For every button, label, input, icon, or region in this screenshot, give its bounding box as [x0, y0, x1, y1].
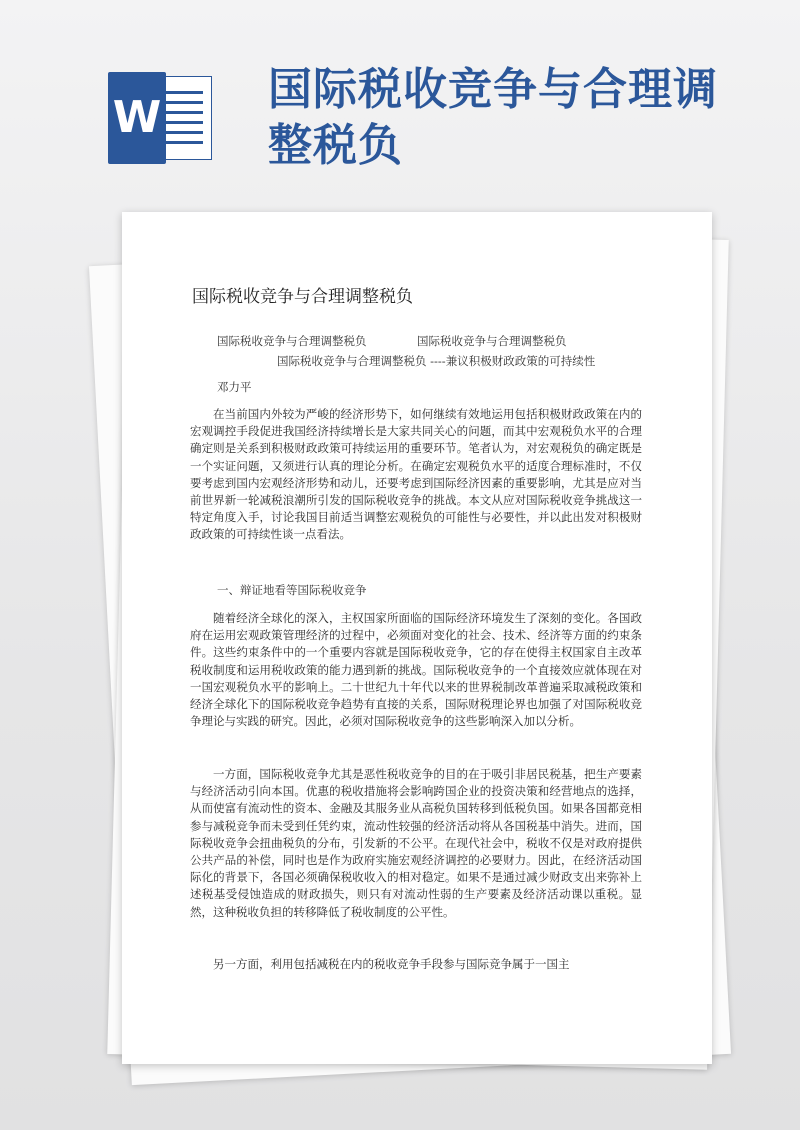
doc-line [161, 131, 203, 134]
page-title: 国际税收竞争与合理调整税负 [268, 64, 718, 171]
document-heading: 国际税收竞争与合理调整税负 [192, 287, 413, 307]
body-paragraph: 随着经济全球化的深入，主权国家所面临的国际经济环境发生了深刻的变化。各国政府在运用宏观政策管理经济的过程中，必须面对变化的社会、技术、经济等方面的约束条件。这些约束条件中的一个重要内容就是国际税收竞争，它的存在使得主权国家自主改革税收制度和运用税收政策的能力遇到新的挑战。国际税收竞争的一个直接效应就体现在对一国宏观税负水平的影响上。二十世纪九十年代以来的世界税制改革普遍采取减税政策和经济全球化下的国际税收竞争趋势有直接的关系，国际财税理论界也加强了对国际税收竞争理论与实践的研究。因此，必须对国际税收竞争的这些影响深入加以分析。 [190, 611, 642, 729]
document-subtitle: 国际税收竞争与合理调整税负 ----兼议积极财政政策的可持续性 [277, 354, 596, 368]
author-name: 邓力平 [217, 380, 252, 394]
word-document-icon [108, 72, 218, 164]
section-heading: 一、辩证地看等国际税收竞争 [217, 583, 367, 597]
document-subtitle: 国际税收竞争与合理调整税负 [217, 334, 367, 348]
doc-line [161, 141, 203, 144]
doc-line [161, 101, 203, 104]
document-subtitle: 国际税收竞争与合理调整税负 [417, 334, 567, 348]
word-badge: W [108, 72, 166, 164]
doc-line [161, 111, 203, 114]
body-paragraph: 在当前国内外较为严峻的经济形势下，如何继续有效地运用包括积极财政政策在内的宏观调控手段促进我国经济持续增长是大家共同关心的问题，而其中宏观税负水平的合理确定则是关系到积极财政政策可持续运用的重要环节。笔者认为，对宏观税负的确定既是一个实证问题，又须进行认真的理论分析。在确定宏观税负水平的适度合理标准时，不仅要考虑到国内宏观经济形势和动儿，还要考虑到国际经济因素的重要影响，尤其是应对当前世界新一轮减税浪潮所引发的国际税收竞争的挑战。本文从应对国际税收竞争挑战这一特定角度入手，讨论我国目前适当调整宏观税负的可能性与必要性，并以此出发对积极财政政策的可持续性谈一点看法。 [190, 407, 642, 542]
body-paragraph: 一方面，国际税收竞争尤其是恶性税收竞争的目的在于吸引非居民税基，把生产要素与经济活动引向本国。优惠的税收措施将会影响跨国企业的投资决策和经营地点的选择，从而使富有流动性的资本、金融及其服务业从高税负国转移到低税负国。如果各国都竞相参与减税竞争而未受到任凭约束，流动性较强的经济活动将从各国税基中消失。进而，国际税收竞争会扭曲税负的分布，引发新的不公平。在现代社会中，税收不仅是对政府提供公共产品的补偿，同时也是作为政府实施宏观经济调控的必要财力。因此，在经济活动国际化的背景下，各国必须确保税收收入的相对稳定。如果不是通过减少财政支出来弥补上述税基受侵蚀造成的财政损失，则只有对流动性弱的生产要素及经济活动课以重税。显然，这种税收负担的转移降低了税收制度的公平性。 [190, 767, 642, 919]
doc-line [161, 121, 203, 124]
document-page [122, 212, 712, 1064]
body-paragraph: 另一方面，利用包括减税在内的税收竞争手段参与国际竞争属于一国主 [213, 957, 570, 971]
doc-line [161, 91, 203, 94]
